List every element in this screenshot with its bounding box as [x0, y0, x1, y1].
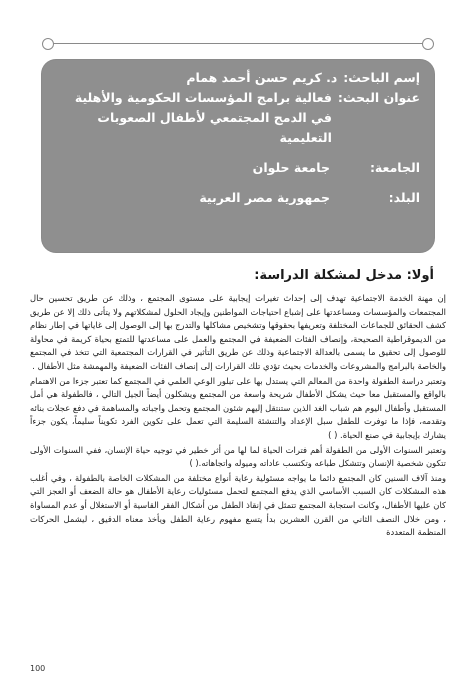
researcher-row [56, 68, 420, 88]
body-text [30, 292, 446, 541]
decorative-divider [42, 38, 434, 50]
section-heading: أولا: مدخل لمشكلة الدراسة: [254, 268, 434, 283]
researcher-label: إسم الباحث: [343, 70, 420, 85]
research-title: فعالية برامج المؤسسات الحكومية والأهلية في الدمج المجتمعي لأطفال الصعوبات التعليمية [74, 90, 332, 145]
country-label: البلد: [388, 190, 420, 205]
university-row [56, 158, 420, 178]
divider-line [48, 43, 428, 44]
university-name: جامعة حلوان [252, 160, 330, 175]
page-number: 100 [30, 664, 46, 673]
researcher-name: د. كريم حسن أحمد همام [186, 70, 338, 85]
divider-circle-right [422, 38, 434, 50]
university-label: الجامعة: [369, 160, 420, 175]
paragraph: ومنذ آلاف السنين كان المجتمع دائما ما يواجه مسئولية رعاية أنواع مختلفة من المشكلات الخاصة بالطفولة ، وفي أغلب هذه المشكلات كان السبب الأساسي الذي يدفع المجتمع لتحمل مسئوليات رعاية الأطفال هو حالة الضعف أو العجز التي كان عليها الأطفال، وكانت استجابة المجتمع تتمثل في إنقاذ الطفل من أشكال الفقر القاسية أو الاستغلال أو عدم المساواة ، ومن خلال النصف الثاني من القرن العشرين بدأ يتسع مفهوم رعاية الطفل ويأخذ معناه الدقيق ، ليشمل الحركات المنظمة المتعددة [30, 472, 446, 538]
research-title-label: عنوان البحث: [337, 90, 420, 105]
paragraph: وتعتبر دراسة الطفولة واحدة من المعالم التي يستدل بها على تبلور الوعي العلمي في المجتمع كما تعتبر جزءا من الاهتمام بالواقع والمستقبل معا حيث يشكل الأطفال شريحة واسعة من المجتمع ويشكلون أيضاً الجيل التالي ، فالطفولة هي أمل المستقبل وأطفال اليوم هم شباب الغد الذين ستنتقل إليهم شئون المجتمع وتحمل واجباته والمساهمة في دفع عجلات بنائه وتقدمه، فإذا ما توفرت للطفل سبل الإعداد والتنشئة السليمة التي تعمل على تكوين الفرد تكويناً سليماً، يكون جزءاً يشارك بإيجابية في صنع الحياة. ( ) [30, 375, 446, 440]
country-row [56, 188, 420, 208]
divider-circle-left [42, 38, 54, 50]
paragraph: إن مهنة الخدمة الاجتماعية تهدف إلى إحداث تغيرات إيجابية على مستوى المجتمع ، وذلك عن طريق تحسين حال المجتمعات والمؤسسات ومساعدتها على إشباع احتياجات المواطنين وإيجاد الحلول لمشكلاتهم ولا يتأتى ذلك إلا عن طريق كشف الحقائق للجماعات المختلفة وتعريفها بحقوقها وتشخيص مشاكلها والتدرج بها إلى الوصول إلى غاياتها في إطار نظام من الديموقراطية الصحيحة، وإنصاف الفئات الضعيفة في المجتمع والعمل على مساعدتها للتمتع بحياة كريمة في محاولة للوصول إلى تحقيق ما يسمى بالعدالة الاجتماعية وذلك عن طريق التأثير في القرارات المجتمعية التي تتخذ في المجتمع والخاصة بالبرامج والمشروعات والخدمات بحيث تؤدي تلك القرارات إلى إنصاف الفئات الضعيفة والمهمشة مثل الأطفال . [30, 293, 446, 371]
title-row [56, 88, 420, 148]
country-name: جمهورية مصر العربية [199, 190, 330, 205]
research-info-card [42, 60, 434, 252]
paragraph: وتعتبر السنوات الأولى من الطفولة أهم فترات الحياة لما لها من أثر خطير في توجيه حياة الإنسان، ففي السنوات الأولى تتكون شخصية الإنسان وتتشكل طباعه وتكتسب عاداته وميوله واتجاهاته.( ) [30, 444, 446, 469]
